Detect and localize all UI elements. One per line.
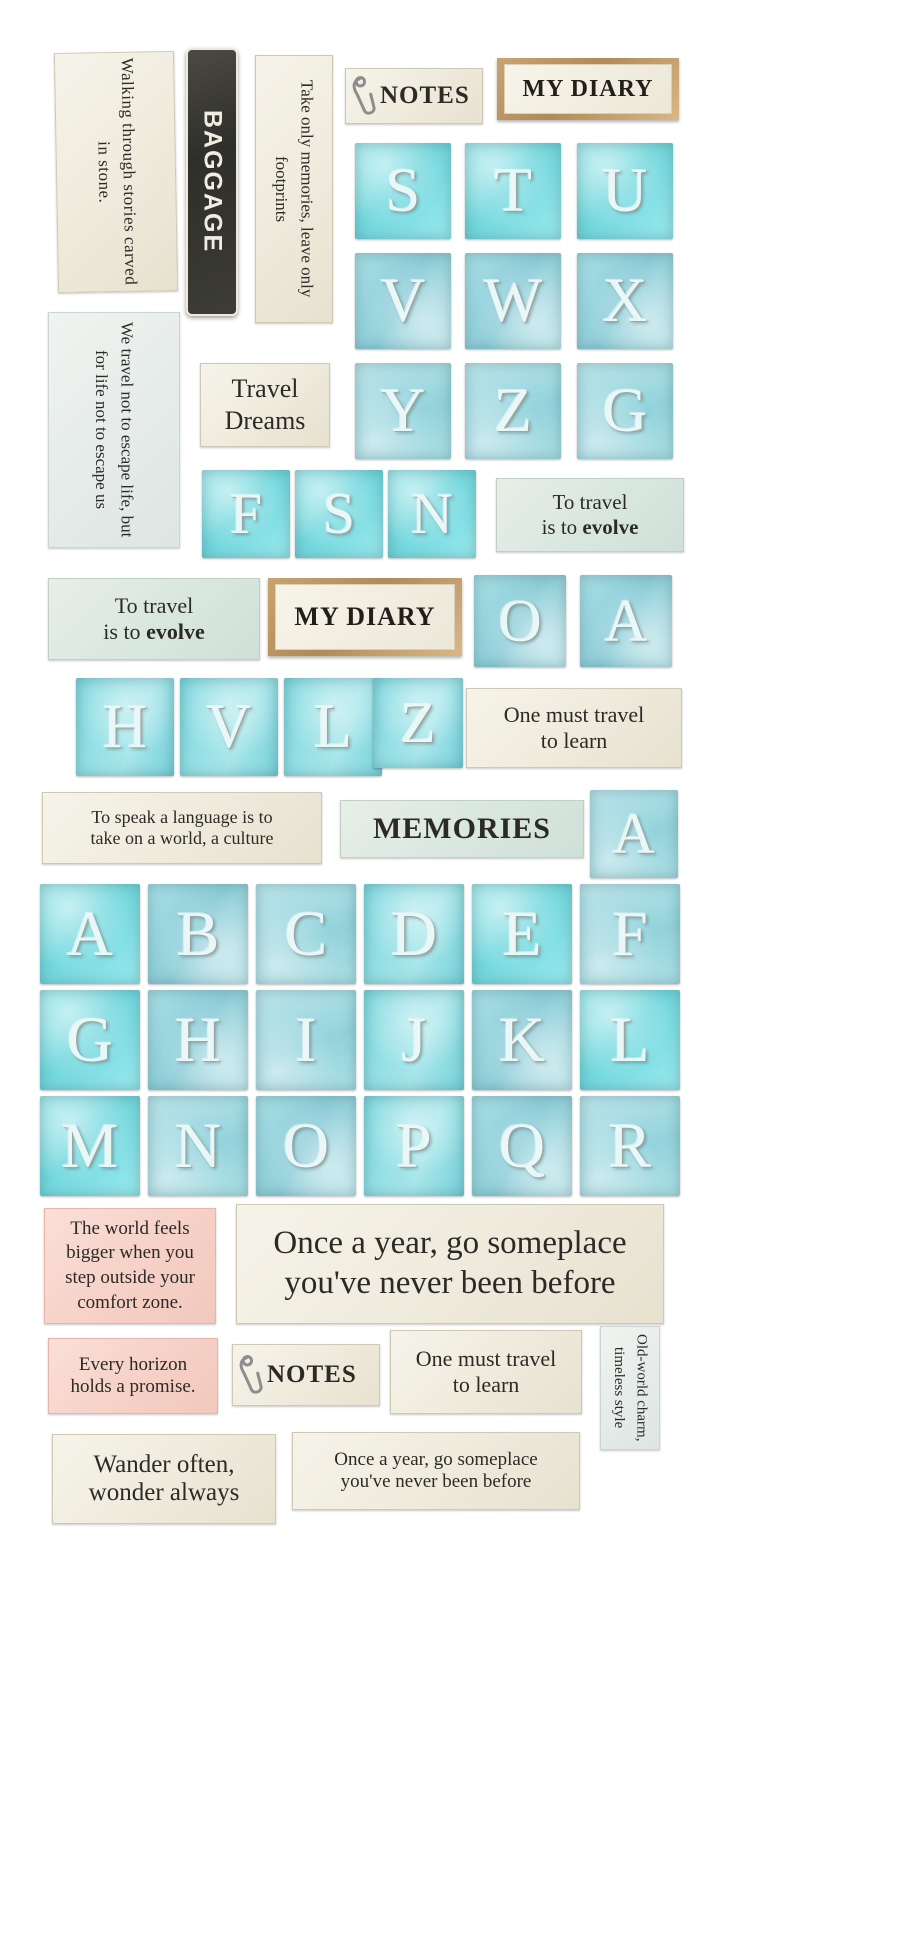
- letter-glyph: M: [61, 1110, 119, 1181]
- quote-comfort-zone-text: The world feels bigger when you step outside your comfort zone.: [65, 1217, 195, 1313]
- safety-pin-icon: [346, 71, 384, 121]
- letter-glyph: C: [284, 898, 328, 969]
- letter-tile: [580, 884, 680, 984]
- quote-comfort-zone: [44, 1208, 216, 1324]
- letter-tile: [580, 575, 672, 667]
- letter-glyph: S: [385, 157, 421, 225]
- letter-glyph: O: [282, 1110, 330, 1181]
- quote-one-must-travel-bottom-line1: One must travel: [415, 1346, 557, 1371]
- letter-glyph: J: [401, 1004, 427, 1075]
- quote-every-horizon-line2: holds a promise.: [70, 1376, 196, 1397]
- letter-glyph: A: [66, 898, 114, 969]
- letter-tile: [364, 1096, 464, 1196]
- quote-old-world-charm-text: Old-world charm, timeless style: [611, 1334, 650, 1442]
- letter-glyph: Y: [380, 377, 426, 445]
- quote-wander-often: [52, 1434, 276, 1524]
- quote-escape-life: [48, 312, 180, 548]
- letter-tile: [180, 678, 278, 776]
- letter-glyph: N: [174, 1110, 222, 1181]
- quote-travel-dreams-text: Travel Dreams: [224, 373, 306, 435]
- letter-glyph: L: [610, 1004, 650, 1075]
- letter-tile: [202, 470, 290, 558]
- letter-tile: [355, 253, 451, 349]
- letter-tile: [472, 1096, 572, 1196]
- quote-evolve-right-line2: [542, 515, 639, 540]
- letter-tile: [388, 470, 476, 558]
- quote-old-world-charm: [600, 1326, 660, 1450]
- quote-evolve-left-line2: [103, 619, 204, 645]
- label-notes-bottom-text: NOTES: [267, 1361, 357, 1388]
- letter-tile: [148, 884, 248, 984]
- quote-once-a-year-large-line2: you've never been before: [284, 1265, 616, 1301]
- quote-evolve-left-line1: To travel: [114, 593, 194, 618]
- safety-pin-icon: [233, 1350, 271, 1400]
- letter-tile: [465, 363, 561, 459]
- letter-tile: [295, 470, 383, 558]
- frame-my-diary-mid-text: MY DIARY: [275, 584, 455, 650]
- quote-language: [42, 792, 322, 864]
- letter-glyph: H: [102, 693, 148, 761]
- letter-glyph: B: [176, 898, 220, 969]
- letter-tile: [472, 990, 572, 1090]
- letter-tile: [284, 678, 382, 776]
- letter-glyph: G: [66, 1004, 114, 1075]
- letter-glyph: D: [390, 898, 438, 969]
- letter-tile: [465, 253, 561, 349]
- quote-one-must-travel-bottom: [390, 1330, 582, 1414]
- letter-glyph: S: [322, 481, 356, 546]
- letter-glyph: E: [502, 898, 542, 969]
- letter-tile: [148, 1096, 248, 1196]
- letter-glyph: V: [206, 693, 252, 761]
- letter-glyph: A: [604, 588, 648, 654]
- letter-glyph: L: [314, 693, 352, 761]
- letter-tile: [40, 1096, 140, 1196]
- baggage-tag: [186, 48, 238, 316]
- quote-travel-dreams: [200, 363, 330, 447]
- letter-glyph: P: [396, 1110, 432, 1181]
- letter-glyph: Z: [494, 377, 532, 445]
- letter-glyph: F: [229, 481, 263, 546]
- quote-once-a-year-small: [292, 1432, 580, 1510]
- quote-language-line1: To speak a language is to: [91, 807, 273, 827]
- quote-language-line2: take on a world, a culture: [90, 828, 274, 848]
- frame-my-diary-mid: [268, 578, 462, 656]
- letter-glyph: F: [612, 898, 648, 969]
- letter-tile: [373, 678, 463, 768]
- quote-evolve-right-line1: To travel: [552, 490, 628, 514]
- label-notes-top: [345, 68, 483, 124]
- letter-glyph: H: [174, 1004, 222, 1075]
- quote-escape-life-text: We travel not to escape life, but for life not to escape us: [92, 322, 137, 538]
- quote-every-horizon-line1: Every horizon: [78, 1354, 188, 1375]
- letter-tile: [355, 363, 451, 459]
- quote-one-must-travel-right-line2: to learn: [540, 728, 608, 753]
- quote-walking-stone-text: Walking through stories carved in stone.: [94, 57, 141, 286]
- quote-footprints-text: Take only memories, leave only footprints: [272, 80, 317, 298]
- letter-glyph: W: [483, 267, 543, 335]
- quote-evolve-right: [496, 478, 684, 552]
- letter-tile: [40, 990, 140, 1090]
- frame-my-diary-top: [497, 58, 679, 120]
- letter-tile: [355, 143, 451, 239]
- quote-once-a-year-large: [236, 1204, 664, 1324]
- letter-tile: [577, 253, 673, 349]
- letter-glyph: X: [602, 267, 648, 335]
- quote-footprints: [255, 55, 333, 323]
- quote-evolve-right-line2-bold: evolve: [582, 515, 639, 539]
- quote-wander-often-line1: Wander often,: [93, 1451, 235, 1478]
- quote-wander-often-line2: wonder always: [88, 1479, 240, 1506]
- letter-glyph: O: [498, 588, 542, 654]
- letter-tile: [580, 1096, 680, 1196]
- letter-glyph: R: [608, 1110, 652, 1181]
- label-memories-text: MEMORIES: [372, 812, 551, 845]
- letter-tile: [256, 990, 356, 1090]
- letter-glyph: Q: [498, 1110, 546, 1181]
- letter-tile: [256, 884, 356, 984]
- letter-glyph: K: [498, 1004, 546, 1075]
- quote-one-must-travel-right-line1: One must travel: [503, 702, 645, 727]
- letter-tile: [465, 143, 561, 239]
- quote-every-horizon: [48, 1338, 218, 1414]
- quote-once-a-year-small-line2: you've never been before: [340, 1471, 532, 1492]
- letter-tile: [577, 363, 673, 459]
- letter-glyph: V: [380, 267, 426, 335]
- letter-glyph: G: [602, 377, 648, 445]
- label-memories: [340, 800, 584, 858]
- quote-once-a-year-large-line1: Once a year, go someplace: [273, 1225, 627, 1262]
- quote-one-must-travel-bottom-line2: to learn: [452, 1372, 520, 1397]
- letter-tile: [590, 790, 678, 878]
- quote-evolve-left-line2-prefix: is to: [103, 619, 147, 644]
- baggage-tag-label: BAGGAGE: [198, 110, 227, 254]
- letter-tile: [472, 884, 572, 984]
- letter-tile: [256, 1096, 356, 1196]
- letter-glyph: A: [613, 801, 655, 866]
- letter-tile: [364, 884, 464, 984]
- quote-one-must-travel-right: [466, 688, 682, 768]
- quote-walking-stone: [54, 51, 178, 293]
- letter-glyph: U: [602, 157, 648, 225]
- label-notes-top-text: NOTES: [380, 82, 470, 109]
- frame-my-diary-top-text: MY DIARY: [504, 64, 672, 114]
- letter-tile: [364, 990, 464, 1090]
- letter-glyph: N: [411, 481, 453, 546]
- letter-tile: [40, 884, 140, 984]
- letter-glyph: T: [494, 157, 532, 225]
- quote-once-a-year-small-line1: Once a year, go someplace: [334, 1449, 538, 1470]
- quote-evolve-left-line2-bold: evolve: [146, 619, 205, 644]
- letter-tile: [148, 990, 248, 1090]
- letter-glyph: Z: [400, 690, 436, 755]
- letter-tile: [474, 575, 566, 667]
- letter-tile: [580, 990, 680, 1090]
- letter-tile: [76, 678, 174, 776]
- quote-evolve-right-line2-prefix: is to: [541, 515, 583, 539]
- letter-glyph: I: [295, 1004, 317, 1075]
- quote-evolve-left: [48, 578, 260, 660]
- letter-tile: [577, 143, 673, 239]
- label-notes-bottom: [232, 1344, 380, 1406]
